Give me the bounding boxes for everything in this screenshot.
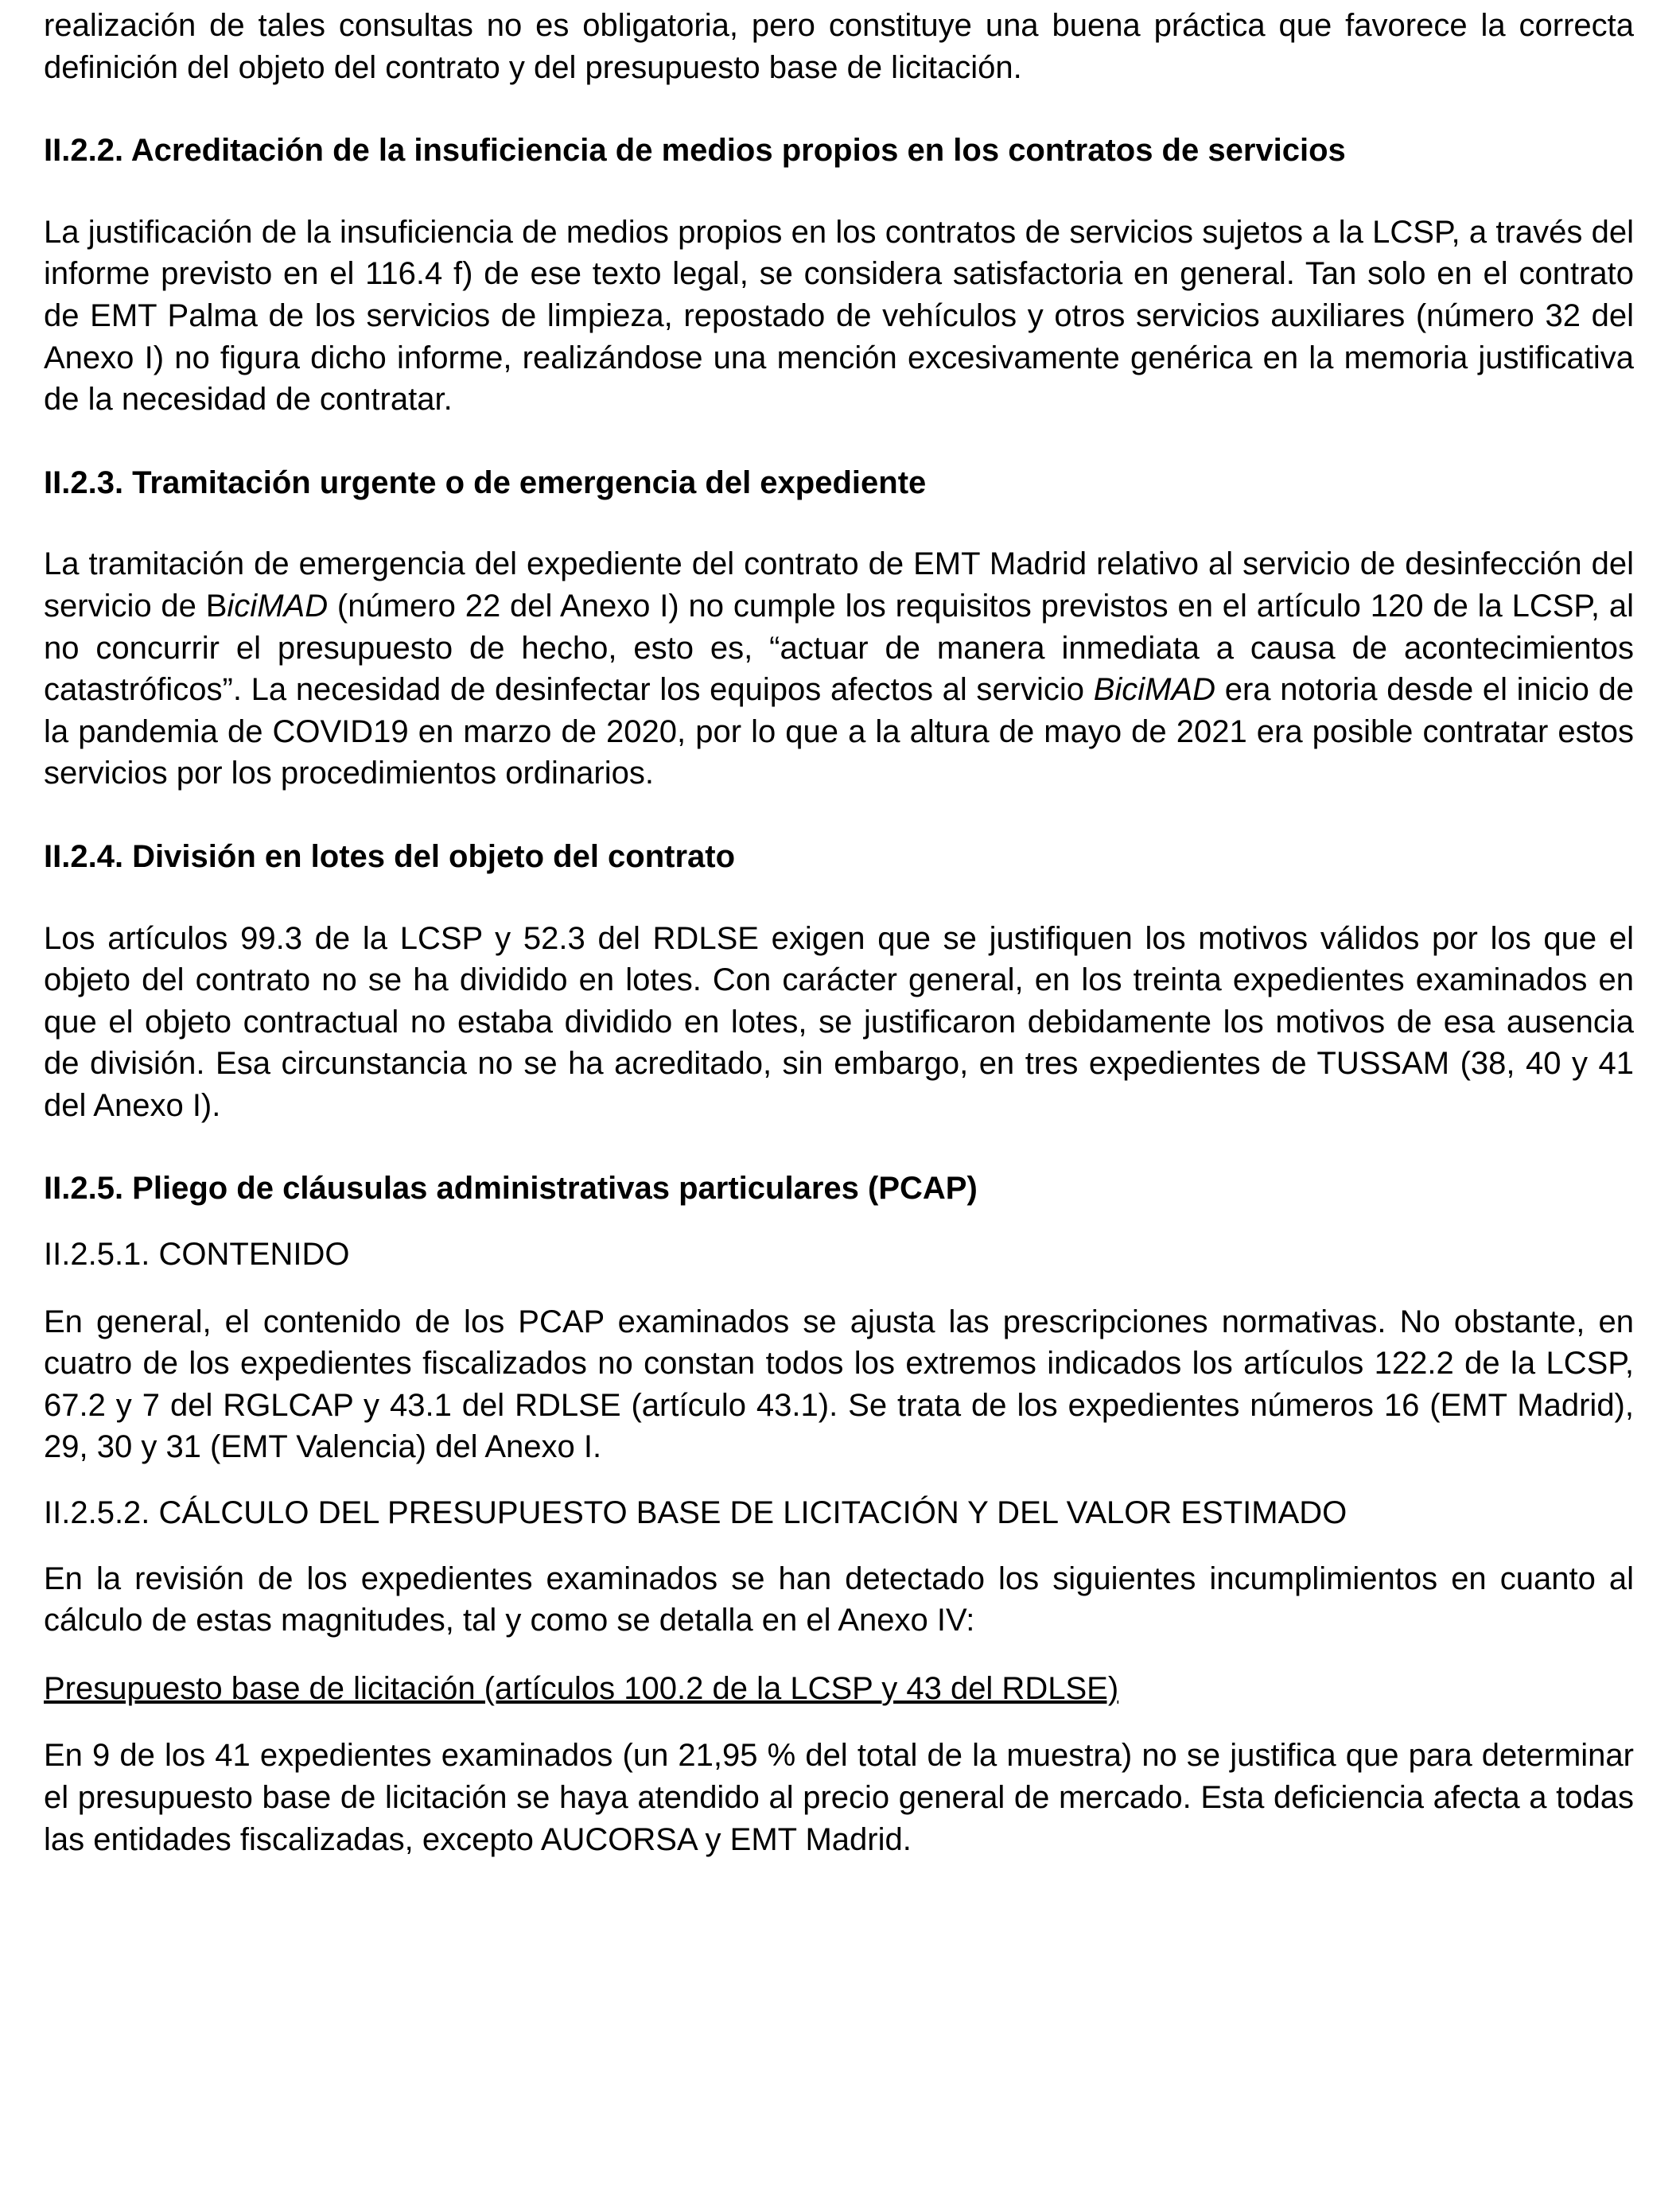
subheading-2-2-5-2: II.2.5.2. CÁLCULO DEL PRESUPUESTO BASE DE LICITACIÓN Y DEL VALOR ESTIMADO bbox=[44, 1495, 1348, 1531]
paragraph-presupuesto-base: En 9 de los 41 expedientes examinados (un 21,95 % del total de la muestra) no se justifica que para determinar el presupuesto base de licitación se haya atendido al precio general de mercado. Esta deficiencia afecta a todas las entidades fiscalizadas, excepto AUCORSA y EMT Madrid. bbox=[44, 1738, 1634, 1857]
paragraph-text: (número 22 del Anexo I) no cumple los requisitos previstos en el artículo 120 de la LCSP, al no concurrir el presupuesto de hecho, esto es, “actuar de manera inmediata a causa de acontecimientos catastróficos”. La necesidad de desinfectar los equipos afectos al servicio bbox=[44, 588, 1635, 708]
italic-bicimad: BiciMAD bbox=[1093, 672, 1216, 708]
heading-2-2-4: II.2.4. División en lotes del objeto del contrato bbox=[44, 838, 736, 874]
paragraph-text: era notoria desde el inicio de la pandemia de COVID19 en marzo de 2020, por lo que a la altura de mayo de 2021 era posible contratar estos servicios por los procedimientos ordinarios. bbox=[44, 672, 1634, 791]
paragraph-contenido-pcap: En general, el contenido de los PCAP examinados se ajusta las prescripciones normativas. No obstante, en cuatro de los expedientes fiscalizados no constan todos los extremos indicados los artículos 122.2 de la LCSP, 67.2 y 7 del RGLCAP y 43.1 del RDLSE (artículo 43.1). Se trata de los expedientes números 16 (EMT Madrid), 29, 30 y 31 (EMT Valencia) del Anexo I. bbox=[44, 1304, 1634, 1465]
paragraph-text: La tramitación de emergencia del expediente del contrato de EMT Madrid relativo al servicio de desinfección del servicio de B bbox=[44, 546, 1634, 624]
intro-paragraph: realización de tales consultas no es obligatoria, pero constituye una buena práctica que favorece la correcta definición del objeto del contrato y del presupuesto base de licitación. bbox=[44, 8, 1634, 85]
heading-2-2-3: II.2.3. Tramitación urgente o de emergencia del expediente bbox=[44, 464, 927, 500]
heading-2-2-2: II.2.2. Acreditación de la insuficiencia de medios propios en los contratos de servicios bbox=[44, 133, 1346, 169]
italic-bicimad: iciMAD bbox=[227, 588, 329, 624]
subheading-2-2-5-1: II.2.5.1. CONTENIDO bbox=[44, 1237, 350, 1273]
paragraph-revision-expedientes: En la revisión de los expedientes examinados se han detectado los siguientes incumplimientos en cuanto al cálculo de estas magnitudes, tal y como se detalla en el Anexo IV: bbox=[44, 1561, 1634, 1638]
heading-2-2-5: II.2.5. Pliego de cláusulas administrativas particulares (PCAP) bbox=[44, 1171, 978, 1207]
paragraph-tramitacion-emergencia bbox=[44, 543, 1634, 795]
underlined-subtitle: Presupuesto base de licitación (artículos 100.2 de la LCSP y 43 del RDLSE) bbox=[44, 1670, 1119, 1706]
paragraph-medios-propios: La justificación de la insuficiencia de medios propios en los contratos de servicios sujetos a la LCSP, a través del informe previsto en el 116.4 f) de ese texto legal, se considera satisfactoria en general. Tan solo en el contrato de EMT Palma de los servicios de limpieza, repostado de vehículos y otros servicios auxiliares (número 32 del Anexo I) no figura dicho informe, realizándose una mención excesivamente genérica en la memoria justificativa de la necesidad de contratar. bbox=[44, 214, 1634, 418]
paragraph-division-lotes: Los artículos 99.3 de la LCSP y 52.3 del RDLSE exigen que se justifiquen los motivos válidos por los que el objeto del contrato no se ha dividido en lotes. Con carácter general, en los treinta expedientes examinados en que el objeto contractual no estaba dividido en lotes, se justificaron debidamente los motivos de esa ausencia de división. Esa circunstancia no se ha acreditado, sin embargo, en tres expedientes de TUSSAM (38, 40 y 41 del Anexo I). bbox=[44, 920, 1634, 1123]
document-page bbox=[44, 5, 1634, 1860]
